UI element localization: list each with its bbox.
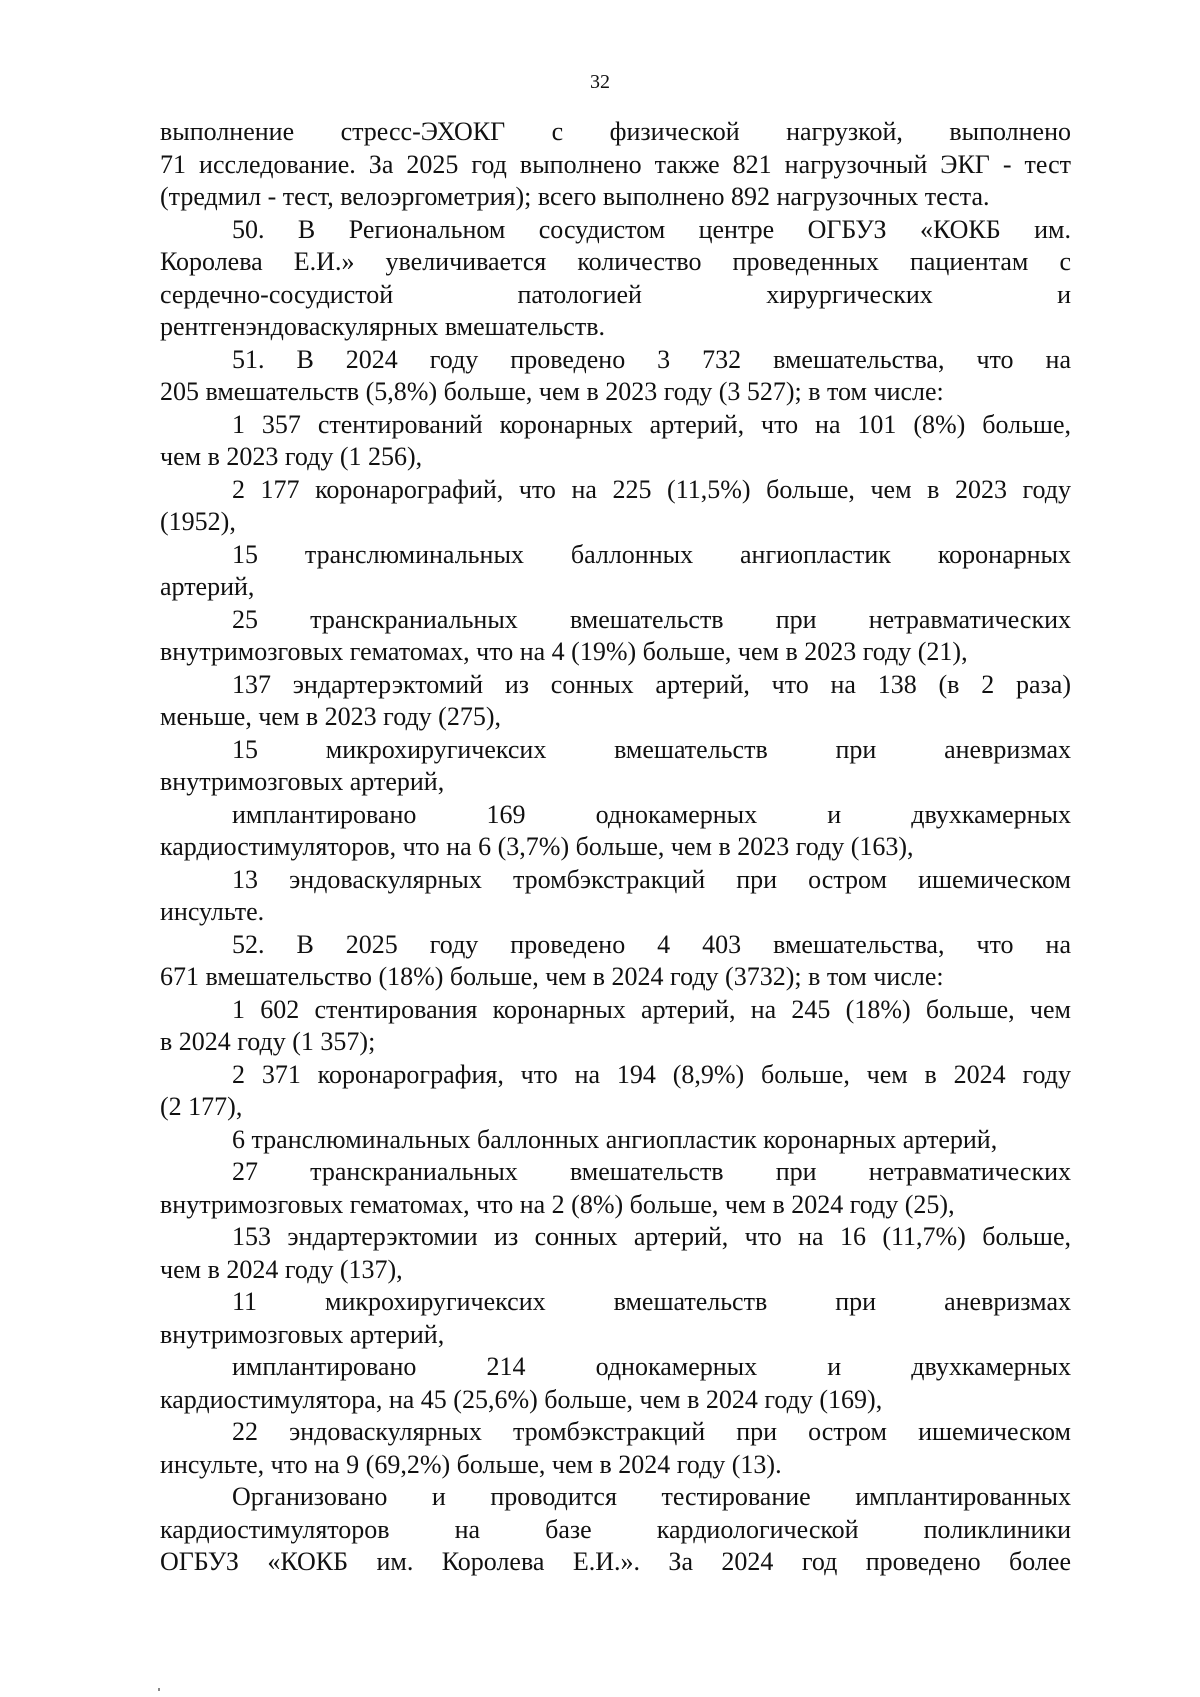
text-line: 11 микрохиругичексих вмешательств при аневризмах xyxy=(232,1287,1071,1316)
text-line: 71 исследование. За 2025 год выполнено также 821 нагрузочный ЭКГ - тест xyxy=(160,149,1071,179)
text-line: 2 371 коронарография, что на 194 (8,9%) больше, чем в 2024 году xyxy=(232,1059,1071,1089)
text-line: ОГБУЗ «КОКБ им. Королева Е.И.». За 2024 год проведено более xyxy=(160,1547,1071,1576)
text-line: 153 эндартерэктомии из сонных артерий, что на 16 (11,7%) больше, xyxy=(232,1222,1071,1251)
text-line: кардиостимулятора, на 45 (25,6%) больше, чем в 2024 году (169), xyxy=(160,1384,883,1414)
text-line: 50. В Региональном сосудистом центре ОГБУЗ «КОКБ им. xyxy=(232,214,1071,244)
text-line: чем в 2024 году (137), xyxy=(160,1254,403,1284)
scan-mark xyxy=(158,1688,160,1691)
text-line: 6 транслюминальных баллонных ангиопластик коронарных артерий, xyxy=(232,1124,998,1154)
text-line: меньше, чем в 2023 году (275), xyxy=(160,702,501,731)
text-line: 13 эндоваскулярных тромбэкстракций при остром ишемическом xyxy=(232,864,1071,894)
text-line: (1952), xyxy=(160,507,236,536)
text-line: чем в 2023 году (1 256), xyxy=(160,442,423,471)
page-number: 32 xyxy=(590,71,610,93)
text-line: кардиостимуляторов, что на 6 (3,7%) больше, чем в 2023 году (163), xyxy=(160,832,914,861)
text-line: внутримозговых гематомах, что на 2 (8%) больше, чем в 2024 году (25), xyxy=(160,1189,955,1219)
text-line: имплантировано 214 однокамерных и двухкамерных xyxy=(232,1352,1071,1381)
text-line: 51. В 2024 году проведено 3 732 вмешательства, что на xyxy=(232,344,1071,374)
text-line: 205 вмешательств (5,8%) больше, чем в 2023 году (3 527); в том числе: xyxy=(160,377,944,406)
body-text xyxy=(160,116,1071,1579)
text-line: 671 вмешательство (18%) больше, чем в 2024 году (3732); в том числе: xyxy=(160,962,944,991)
text-line: рентгенэндоваскулярных вмешательств. xyxy=(160,312,605,341)
text-line: 1 602 стентирования коронарных артерий, на 245 (18%) больше, чем xyxy=(232,994,1071,1024)
text-line: кардиостимуляторов на базе кардиологической поликлиники xyxy=(160,1514,1071,1544)
text-line: Организовано и проводится тестирование имплантированных xyxy=(232,1482,1071,1511)
text-line: имплантировано 169 однокамерных и двухкамерных xyxy=(232,799,1071,829)
text-line: (2 177), xyxy=(160,1092,243,1121)
text-line: 15 микрохиругичексих вмешательств при аневризмах xyxy=(232,734,1071,764)
text-line: Королева Е.И.» увеличивается количество проведенных пациентам с xyxy=(160,247,1071,276)
text-line: инсульте. xyxy=(160,897,265,926)
text-line: артерий, xyxy=(160,572,255,601)
text-line: 137 эндартерэктомий из сонных артерий, что на 138 (в 2 раза) xyxy=(232,669,1071,699)
text-line: выполнение стресс-ЭХОКГ с физической нагрузкой, выполнено xyxy=(160,117,1071,146)
text-line: внутримозговых артерий, xyxy=(160,767,445,796)
text-line: 15 транслюминальных баллонных ангиопластик коронарных xyxy=(232,539,1071,569)
text-line: 22 эндоваскулярных тромбэкстракций при остром ишемическом xyxy=(232,1417,1071,1446)
text-line: 25 транскраниальных вмешательств при нетравматических xyxy=(232,604,1071,634)
text-line: сердечно-сосудистой патологией хирургических и xyxy=(160,279,1071,309)
text-line: инсульте, что на 9 (69,2%) больше, чем в 2024 году (13). xyxy=(160,1449,782,1479)
text-line: 27 транскраниальных вмешательств при нетравматических xyxy=(232,1157,1071,1186)
text-line: внутримозговых артерий, xyxy=(160,1319,445,1349)
text-line: 1 357 стентирований коронарных артерий, что на 101 (8%) больше, xyxy=(232,409,1071,439)
text-line: внутримозговых гематомах, что на 4 (19%) больше, чем в 2023 году (21), xyxy=(160,637,968,666)
text-line: 52. В 2025 году проведено 4 403 вмешательства, что на xyxy=(232,929,1071,959)
text-line: (тредмил - тест, велоэргометрия); всего выполнено 892 нагрузочных теста. xyxy=(160,182,990,211)
text-line: в 2024 году (1 357); xyxy=(160,1027,376,1056)
text-line: 2 177 коронарографий, что на 225 (11,5%) больше, чем в 2023 году xyxy=(232,474,1071,504)
